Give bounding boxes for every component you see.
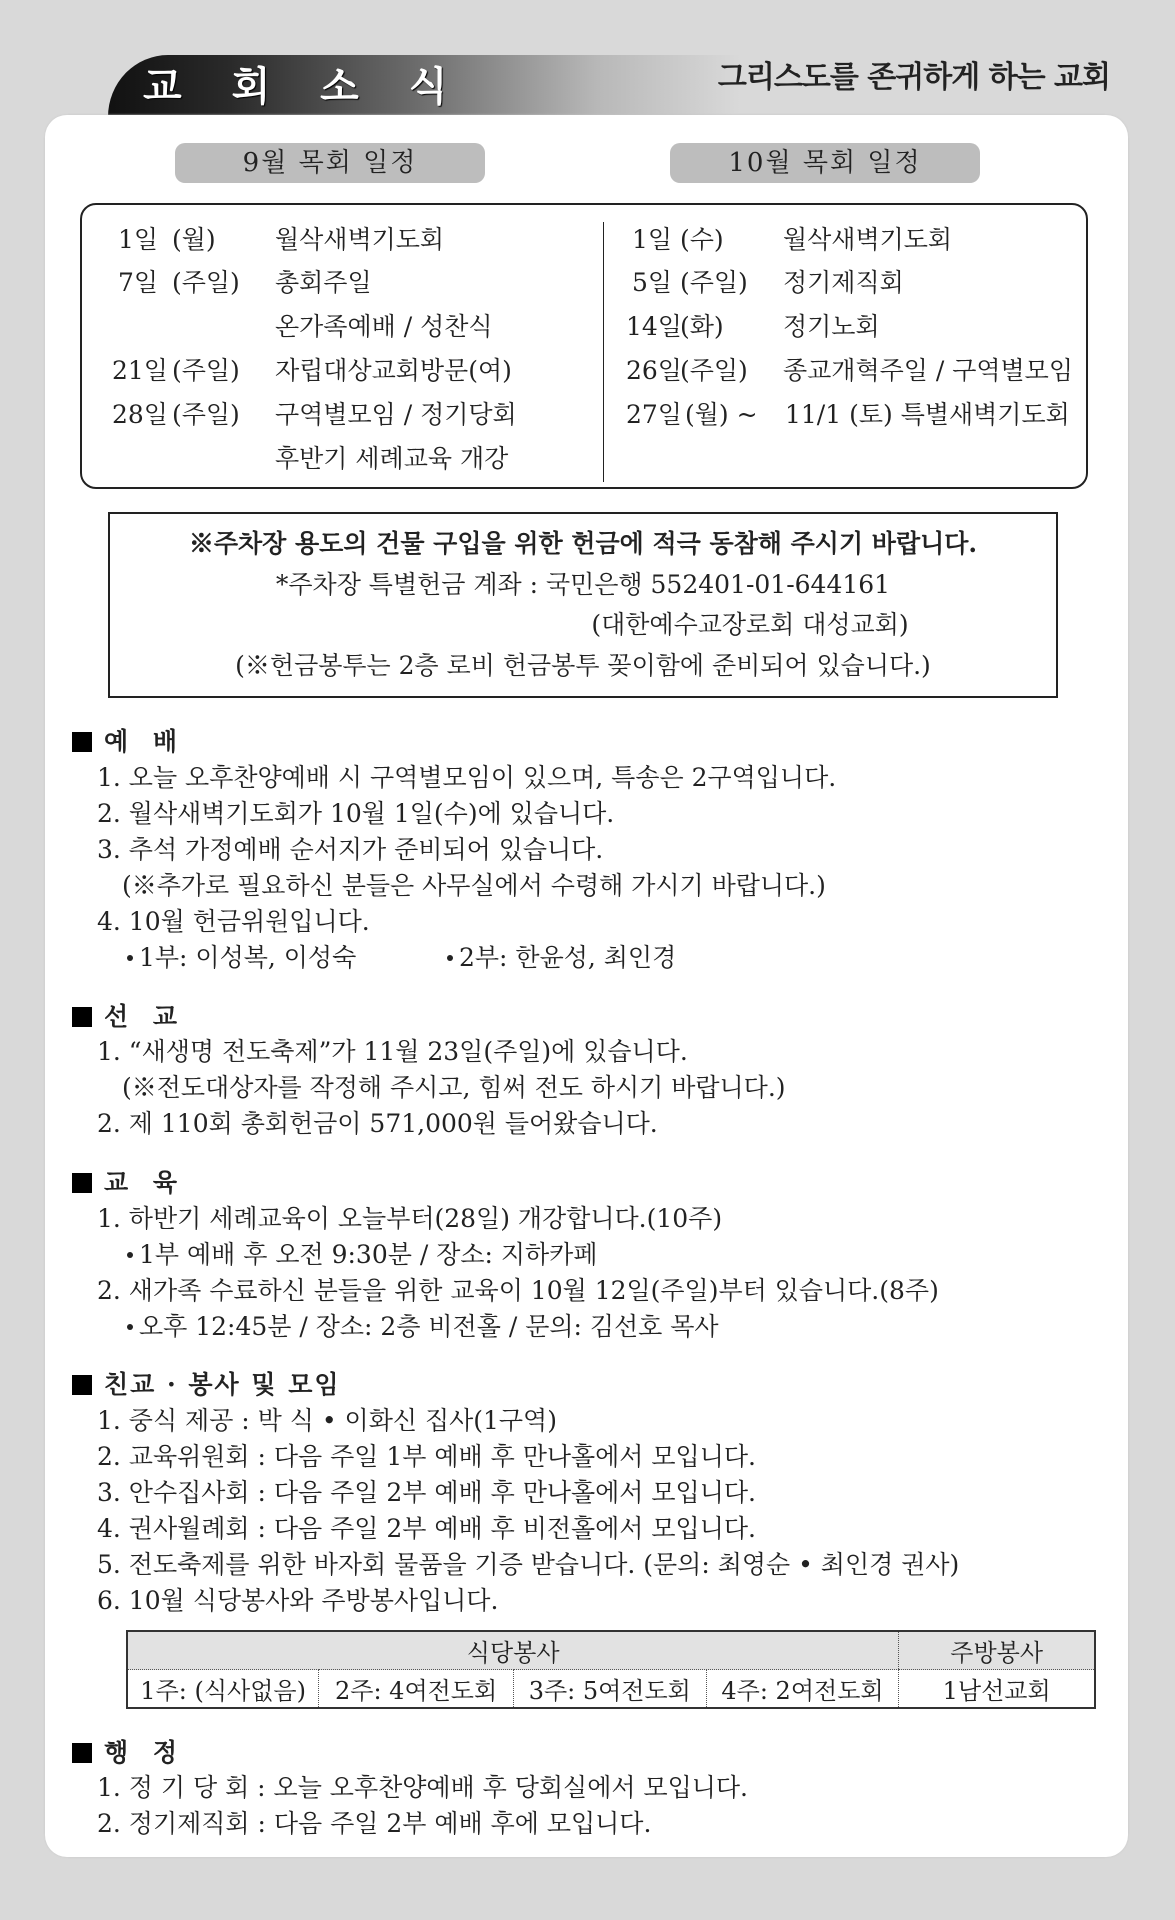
- sep-row-event: 구역별모임 / 정기당회: [275, 400, 517, 429]
- mission-item: 2. 제 110회 총회헌금이 571,000원 들어왔습니다.: [97, 1109, 658, 1138]
- sep-row-event: 온가족예배 / 성찬식: [275, 312, 493, 341]
- sep-row-event: 총회주일: [275, 268, 372, 297]
- worship-item-note: (※추가로 필요하신 분들은 사무실에서 수령해 가시기 바랍니다.): [122, 871, 826, 900]
- sep-row-event: 월삭새벽기도회: [275, 225, 445, 254]
- square-bullet-icon: [72, 1375, 92, 1395]
- notice-account: *주차장 특별헌금 계좌 : 국민은행 552401-01-644161: [275, 570, 891, 599]
- section-worship-heading: 예 배: [72, 727, 185, 757]
- section-education-heading: 교 육: [72, 1168, 185, 1198]
- sep-row-date: 1일: [118, 225, 159, 254]
- oct-row-event: 11/1 (토) 특별새벽기도회: [785, 400, 1070, 429]
- oct-row-day: (주일): [680, 356, 748, 385]
- oct-row-day: (월) ~: [685, 400, 758, 429]
- notice-envelope: (※헌금봉투는 2층 로비 헌금봉투 꽂이함에 준비되어 있습니다.): [235, 651, 931, 680]
- oct-row-event: 정기노회: [783, 312, 880, 341]
- square-bullet-icon: [72, 1173, 92, 1193]
- education-item-detail: 1부 예배 후 오전 9:30분 / 장소: 지하카페: [127, 1240, 597, 1270]
- sep-row-day: (월): [172, 225, 216, 254]
- square-bullet-icon: [72, 1743, 92, 1763]
- oct-row-day: (화): [680, 312, 724, 341]
- notice-account-holder: (대한예수교장로회 대성교회): [591, 610, 909, 639]
- education-item-detail: 오후 12:45분 / 장소: 2층 비전홀 / 문의: 김선호 목사: [127, 1312, 719, 1342]
- kitchen-service-header: 주방봉사: [899, 1631, 1095, 1670]
- education-item: 1. 하반기 세례교육이 오늘부터(28일) 개강합니다.(10주): [97, 1204, 723, 1233]
- bullet-icon: [447, 955, 453, 961]
- admin-item: 2. 정기제직회 : 다음 주일 2부 예배 후에 모입니다.: [97, 1809, 652, 1838]
- bullet-icon: [127, 955, 133, 961]
- sep-row-date: 28일: [112, 400, 168, 429]
- table-cell: 2주: 4여전도회: [319, 1670, 514, 1709]
- worship-item: 2. 월삭새벽기도회가 10월 1일(수)에 있습니다.: [97, 799, 615, 828]
- worship-item: 4. 10월 헌금위원입니다.: [97, 907, 370, 936]
- table-cell: 3주: 5여전도회: [513, 1670, 706, 1709]
- worship-item: 3. 추석 가정예배 순서지가 준비되어 있습니다.: [97, 835, 604, 864]
- section-admin-heading: 행 정: [72, 1738, 185, 1768]
- education-item: 2. 새가족 수료하신 분들을 위한 교육이 10월 12일(주일)부터 있습니다.(8주): [97, 1276, 939, 1305]
- square-bullet-icon: [72, 1007, 92, 1027]
- oct-row-event: 월삭새벽기도회: [783, 225, 953, 254]
- schedule-divider: [603, 222, 604, 482]
- sep-row-day: (주일): [172, 400, 240, 429]
- oct-row-event: 정기제직회: [783, 268, 904, 297]
- dining-service-header: 식당봉사: [127, 1631, 899, 1670]
- page-title: 교 회 소 식: [143, 64, 466, 110]
- fellowship-item: 4. 권사월례회 : 다음 주일 2부 예배 후 비전홀에서 모입니다.: [97, 1514, 756, 1543]
- fellowship-item: 3. 안수집사회 : 다음 주일 2부 예배 후 만나홀에서 모입니다.: [97, 1478, 756, 1507]
- sep-row-event: 자립대상교회방문(여): [275, 356, 512, 385]
- worship-item: 1. 오늘 오후찬양예배 시 구역별모임이 있으며, 특송은 2구역입니다.: [97, 763, 837, 792]
- sep-row-date: 21일: [112, 356, 168, 385]
- fellowship-item: 6. 10월 식당봉사와 주방봉사입니다.: [97, 1586, 499, 1615]
- admin-item: 1. 정 기 당 회 : 오늘 오후찬양예배 후 당회실에서 모입니다.: [97, 1773, 748, 1802]
- oct-row-date: 5일: [632, 268, 673, 297]
- sep-row-event: 후반기 세례교육 개강: [275, 444, 509, 473]
- oct-row-date: 27일: [626, 400, 682, 429]
- bullet-icon: [127, 1324, 133, 1330]
- mission-item-note: (※전도대상자를 작정해 주시고, 힘써 전도 하시기 바랍니다.): [122, 1073, 786, 1102]
- oct-row-event: 종교개혁주일 / 구역별모임: [783, 356, 1073, 385]
- church-slogan: 그리스도를 존귀하게 하는 교회: [717, 60, 1110, 95]
- table-cell: 4주: 2여전도회: [706, 1670, 899, 1709]
- mission-item: 1. “새생명 전도축제”가 11월 23일(주일)에 있습니다.: [97, 1037, 688, 1066]
- notice-headline: ※주차장 용도의 건물 구입을 위한 헌금에 적극 동참해 주시기 바랍니다.: [188, 529, 978, 558]
- oct-row-day: (수): [680, 225, 724, 254]
- table-cell: 1주: (식사없음): [140, 1677, 306, 1705]
- sep-row-day: (주일): [172, 356, 240, 385]
- table-cell: 1남선교회: [899, 1670, 1095, 1709]
- service-duty-table: [126, 1630, 1096, 1709]
- square-bullet-icon: [72, 732, 92, 752]
- section-mission-heading: 선 교: [72, 1002, 185, 1032]
- section-fellowship-heading: 친교 · 봉사 및 모임: [72, 1370, 341, 1400]
- sep-row-day: (주일): [172, 268, 240, 297]
- bullet-icon: [127, 1252, 133, 1258]
- september-schedule-title: 9월 목회 일정: [175, 143, 485, 183]
- offering-committee-1: 1부: 이성복, 이성숙: [127, 943, 356, 973]
- fellowship-item: 1. 중식 제공 : 박 식 • 이화신 집사(1구역): [97, 1406, 557, 1435]
- fellowship-item: 2. 교육위원회 : 다음 주일 1부 예배 후 만나홀에서 모입니다.: [97, 1442, 756, 1471]
- oct-row-date: 14일: [626, 312, 682, 341]
- oct-row-day: (주일): [680, 268, 748, 297]
- fellowship-item: 5. 전도축제를 위한 바자회 물품을 기증 받습니다. (문의: 최영순 • 최인경 권사): [97, 1550, 960, 1579]
- oct-row-date: 26일: [626, 356, 682, 385]
- sep-row-date: 7일: [118, 268, 159, 297]
- october-schedule-title: 10월 목회 일정: [670, 143, 980, 183]
- oct-row-date: 1일: [632, 225, 673, 254]
- offering-committee-2: 2부: 한윤성, 최인경: [447, 943, 676, 973]
